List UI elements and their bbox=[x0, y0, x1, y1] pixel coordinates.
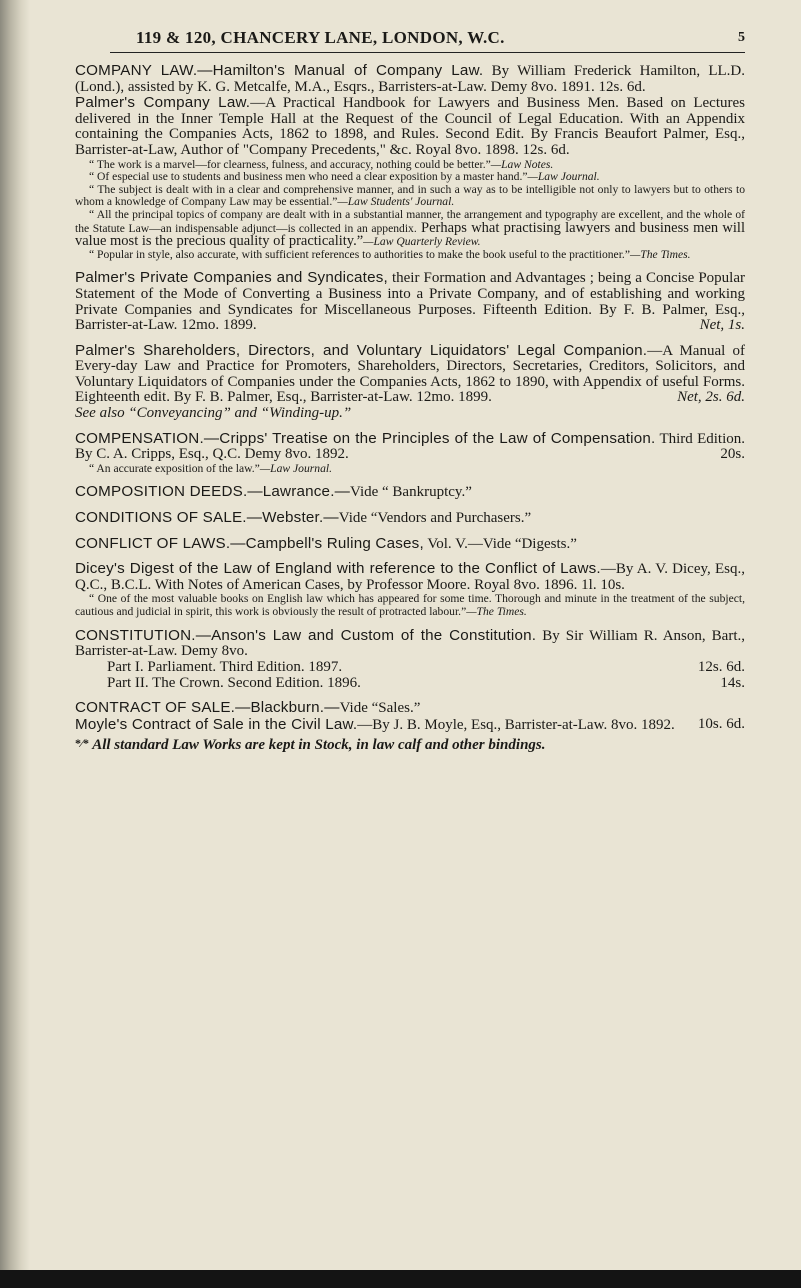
constitution-part-2 bbox=[107, 676, 745, 692]
entry-heading: COMPENSATION.—Cripps' Treatise on the Principles of the Law of Compensation. bbox=[75, 429, 656, 447]
review-source: —Law Students' Journal. bbox=[337, 195, 455, 209]
review-source: —The Times. bbox=[466, 605, 527, 618]
entry-compensation bbox=[75, 431, 745, 463]
entry-text: —A Practical Handbook for Lawyers and Business Men. Based on Lectures delivered in the Inner Temple Hall at the Request of the Council of Legal Education. With an Appendix containing the Companies Acts, 1862 to 1898, and Rules. Second Edit. By Francis Beaufort Palmer, Esq., Barrister-at-Law, Author of "Company Precedents," &c. Royal 8vo. 1898. 12s. 6d. bbox=[75, 95, 746, 158]
entry-dicey-digest bbox=[75, 561, 745, 593]
stock-note bbox=[75, 736, 745, 754]
review-source: —Law Notes. bbox=[490, 157, 554, 171]
constitution-part-1 bbox=[107, 660, 745, 676]
entry-company-law bbox=[75, 63, 745, 95]
entry-price: Net, 2s. 6d. bbox=[677, 389, 745, 406]
entry-heading: Palmer's Company Law. bbox=[75, 94, 251, 112]
review-source: —Law Quarterly Review. bbox=[363, 235, 481, 249]
entry-text: their Formation and Advantages ; being a Concise Popular Statement of the Mode of Converting a Business into a Private Company, and of establishing and working Private Companies and Syndicates for Miscellaneous Purposes. Fifteenth Edition. By F. B. Palmer, Esq., Barrister-at-Law. 12mo. 1899. bbox=[75, 270, 745, 334]
entry-conflict-of-laws bbox=[75, 536, 745, 553]
review-quote bbox=[75, 463, 745, 476]
entry-text: Third Edition. By C. A. Cripps, Esq., Q.C. Demy 8vo. 1892. bbox=[75, 430, 745, 463]
review-text: “ The work is a marvel—for clearness, fulness, and accuracy, nothing could be better.” bbox=[89, 157, 491, 171]
entry-conditions-of-sale bbox=[75, 510, 745, 527]
entry-contract-of-sale bbox=[75, 700, 745, 717]
entry-heading: Palmer's Shareholders, Directors, and Voluntary Liquidators' Legal Companion. bbox=[75, 341, 648, 359]
entry-price: Net, 1s. bbox=[699, 317, 745, 334]
entry-heading: CONDITIONS OF SALE.—Webster.— bbox=[75, 509, 339, 527]
entry-text: Vide “Vendors and Purchasers.” bbox=[338, 510, 532, 527]
entry-text: By Sir William R. Anson, Bart., Barrister-at-Law. Demy 8vo. bbox=[75, 627, 745, 660]
see-also-note: See also “Conveyancing” and “Winding-up.” bbox=[75, 405, 352, 422]
entry-palmer-company-law bbox=[75, 95, 745, 158]
entry-text: Vide “ Bankruptcy.” bbox=[350, 484, 472, 501]
entry-text: By William Frederick Hamilton, LL.D. (Lond.), assisted by K. G. Metcalfe, M.A., Esqrs., Barristers-at-Law. Demy 8vo. 1891. 12s. 6d. bbox=[75, 63, 746, 95]
entry-heading: Dicey's Digest of the Law of England with reference to the Conflict of Laws. bbox=[75, 560, 601, 578]
review-quote bbox=[75, 209, 745, 249]
review-text: “ All the principal topics of company are dealt with in a substantial manner, the arrangement and typography are excellent, and the whole of the Statute Law—an indispensable adjunct—is collected in an appendix. bbox=[75, 207, 745, 235]
entry-text: Vide “Sales.” bbox=[339, 700, 421, 717]
review-text: “ An accurate exposition of the law.” bbox=[89, 461, 260, 475]
review-source: —Law Journal. bbox=[259, 461, 332, 475]
review-source: —The Times. bbox=[629, 247, 691, 261]
entry-heading: COMPANY LAW.—Hamilton's Manual of Company Law. bbox=[75, 62, 484, 79]
stock-note-text: All standard Law Works are kept in Stock, in law calf and other bindings. bbox=[92, 736, 546, 753]
entry-heading: CONTRACT OF SALE.—Blackburn.— bbox=[75, 699, 340, 717]
entry-text: —By A. V. Dicey, Esq., Q.C., B.C.L. With Notes of American Cases, by Professor Moore. Royal 8vo. 1896. 1l. 10s. bbox=[75, 561, 746, 593]
entry-text: —A Manual of Every-day Law and Practice for Promoters, Shareholders, Directors, Secretaries, Creditors, Solicitors, and Voluntary Liquidators of Companies under the Companies Acts, 1862 to 1890, with Appendix of useful Forms. Eighteenth edit. By F. B. Palmer, Esq., Barrister-at-Law. 12mo. 1899. bbox=[75, 342, 745, 406]
review-text: “ Of especial use to students and business men who need a clear exposition by a master hand.” bbox=[89, 170, 528, 184]
review-emphasis: Perhaps what practising lawyers and business men will value most is the precious quality of practicality.” bbox=[75, 219, 745, 250]
entry-palmer-private-companies bbox=[75, 270, 745, 333]
review-source: —Law Journal. bbox=[527, 170, 600, 184]
entry-heading: Palmer's Private Companies and Syndicates, bbox=[75, 269, 388, 287]
entry-price: 20s. bbox=[720, 446, 745, 463]
review-text: “ The subject is dealt with in a clear and comprehensive manner, and in such a way as to be intelligible not only to lawyers but to others to whom a knowledge of Company Law may be essential.” bbox=[75, 182, 745, 209]
review-quote bbox=[75, 593, 745, 618]
entry-heading: CONSTITUTION.—Anson's Law and Custom of the Constitution. bbox=[75, 626, 537, 644]
entry-heading: Moyle's Contract of Sale in the Civil Law. bbox=[75, 715, 358, 733]
part-label: Part II. The Crown. Second Edition. 1896. bbox=[107, 674, 361, 691]
entry-moyle-contract bbox=[75, 717, 745, 734]
review-quote bbox=[75, 184, 745, 209]
scan-bottom-edge bbox=[0, 1270, 801, 1288]
part-price: 14s. bbox=[720, 674, 745, 691]
entry-text: Vol. V.—Vide “Digests.” bbox=[423, 535, 577, 552]
part-label: Part I. Parliament. Third Edition. 1897. bbox=[107, 658, 343, 675]
part-price: 12s. 6d. bbox=[697, 658, 745, 675]
entry-composition-deeds bbox=[75, 484, 745, 501]
review-quote bbox=[75, 249, 745, 262]
catalogue-content bbox=[75, 63, 745, 768]
entry-price: 10s. 6d. bbox=[697, 715, 745, 732]
running-header bbox=[100, 28, 745, 54]
header-rule bbox=[110, 52, 745, 53]
header-title: 119 & 120, CHANCERY LANE, LONDON, W.C. bbox=[136, 28, 505, 47]
entry-text: —By J. B. Moyle, Esq., Barrister-at-Law. 8vo. 1892. bbox=[357, 716, 675, 733]
entry-palmer-shareholders bbox=[75, 343, 745, 406]
entry-heading: CONFLICT OF LAWS.—Campbell's Ruling Cases, bbox=[75, 534, 424, 552]
asterism-icon: *⁄* bbox=[75, 735, 90, 750]
entry-heading: COMPOSITION DEEDS.—Lawrance.— bbox=[75, 483, 351, 501]
page-number: 5 bbox=[738, 30, 745, 45]
catalogue-page bbox=[42, 0, 787, 1288]
book-spine-shadow bbox=[0, 0, 30, 1288]
review-text: “ One of the most valuable books on English law which has appeared for some time. Thorough and minute in the treatment of the subject, cautious and judicial in spirit, this work is obviously the result of protracted labour.” bbox=[75, 592, 745, 618]
entry-constitution bbox=[75, 628, 745, 660]
review-text: “ Popular in style, also accurate, with sufficient references to authorities to make the book useful to the practitioner.” bbox=[89, 247, 630, 261]
